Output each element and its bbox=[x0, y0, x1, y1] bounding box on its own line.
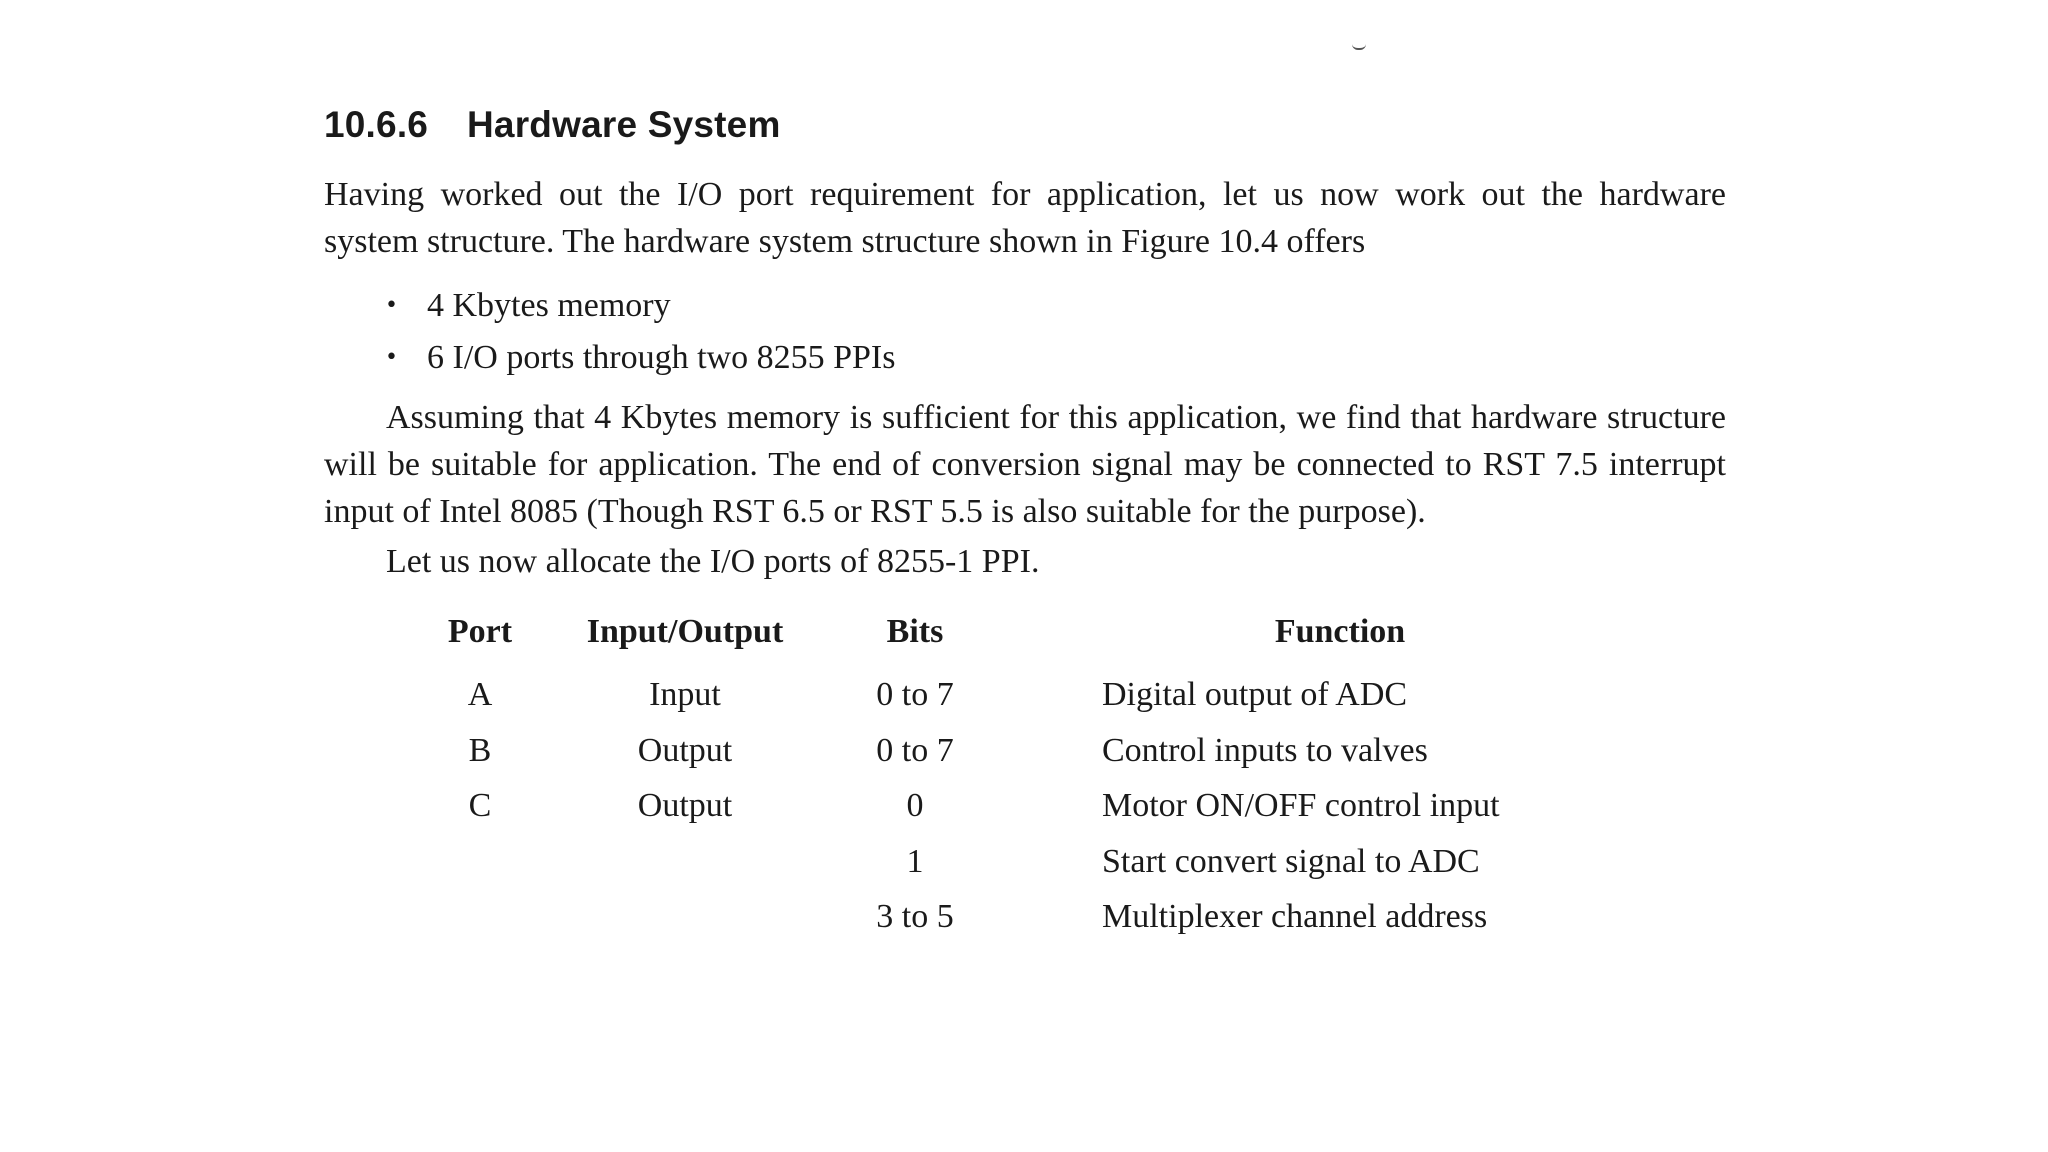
bullet-icon: • bbox=[385, 345, 398, 370]
header-bits: Bits bbox=[886, 613, 944, 650]
header-function: Function bbox=[1274, 613, 1406, 650]
cell-bits: 0 to 7 bbox=[876, 676, 954, 713]
cell-bits: 0 to 7 bbox=[876, 732, 954, 769]
cell-function: Control inputs to valves bbox=[1102, 732, 1428, 769]
intro-line: system structure. The hardware system structure shown in Figure 10.4 offers bbox=[324, 223, 1366, 260]
scan-mark bbox=[1352, 44, 1366, 50]
cell-input-output: Input bbox=[649, 676, 721, 713]
section-number: 10.6.6 bbox=[324, 104, 429, 145]
cell-bits: 0 bbox=[906, 787, 924, 824]
intro-paragraph bbox=[324, 171, 1726, 265]
header-port: Port bbox=[447, 613, 513, 650]
cell-input-output: Output bbox=[637, 787, 733, 824]
cell-function: Motor ON/OFF control input bbox=[1102, 787, 1500, 824]
cell-function: Digital output of ADC bbox=[1102, 676, 1408, 713]
bullet-icon: • bbox=[385, 293, 398, 318]
cell-bits: 1 bbox=[906, 843, 924, 880]
list-item-text: 6 I/O ports through two 8255 PPIs bbox=[427, 339, 896, 376]
section-heading bbox=[324, 104, 781, 146]
allocate-sentence: Let us now allocate the I/O ports of 8255-1 PPI. bbox=[386, 543, 1040, 580]
list-item bbox=[385, 332, 895, 384]
assumption-line: Assuming that 4 Kbytes memory is sufficient for this application, we find that hardware structure bbox=[386, 399, 1726, 436]
cell-port: A bbox=[467, 676, 493, 713]
list-item bbox=[385, 280, 895, 332]
feature-list bbox=[385, 280, 895, 384]
assumption-line: will be suitable for application. The end of conversion signal may be connected to RST 7.5 interrupt bbox=[324, 446, 1726, 483]
section-title: Hardware System bbox=[467, 104, 781, 145]
cell-function: Start convert signal to ADC bbox=[1102, 843, 1480, 880]
intro-line: Having worked out the I/O port requirement for application, let us now work out the hardware bbox=[324, 176, 1726, 213]
cell-function: Multiplexer channel address bbox=[1102, 898, 1488, 935]
cell-port: C bbox=[468, 787, 492, 824]
assumption-paragraph bbox=[324, 394, 1726, 535]
header-input-output: Input/Output bbox=[586, 613, 784, 650]
cell-port: B bbox=[468, 732, 492, 769]
cell-bits: 3 to 5 bbox=[876, 898, 954, 935]
cell-input-output: Output bbox=[637, 732, 733, 769]
assumption-line: input of Intel 8085 (Though RST 6.5 or RST 5.5 is also suitable for the purpose). bbox=[324, 493, 1426, 530]
list-item-text: 4 Kbytes memory bbox=[427, 287, 671, 324]
